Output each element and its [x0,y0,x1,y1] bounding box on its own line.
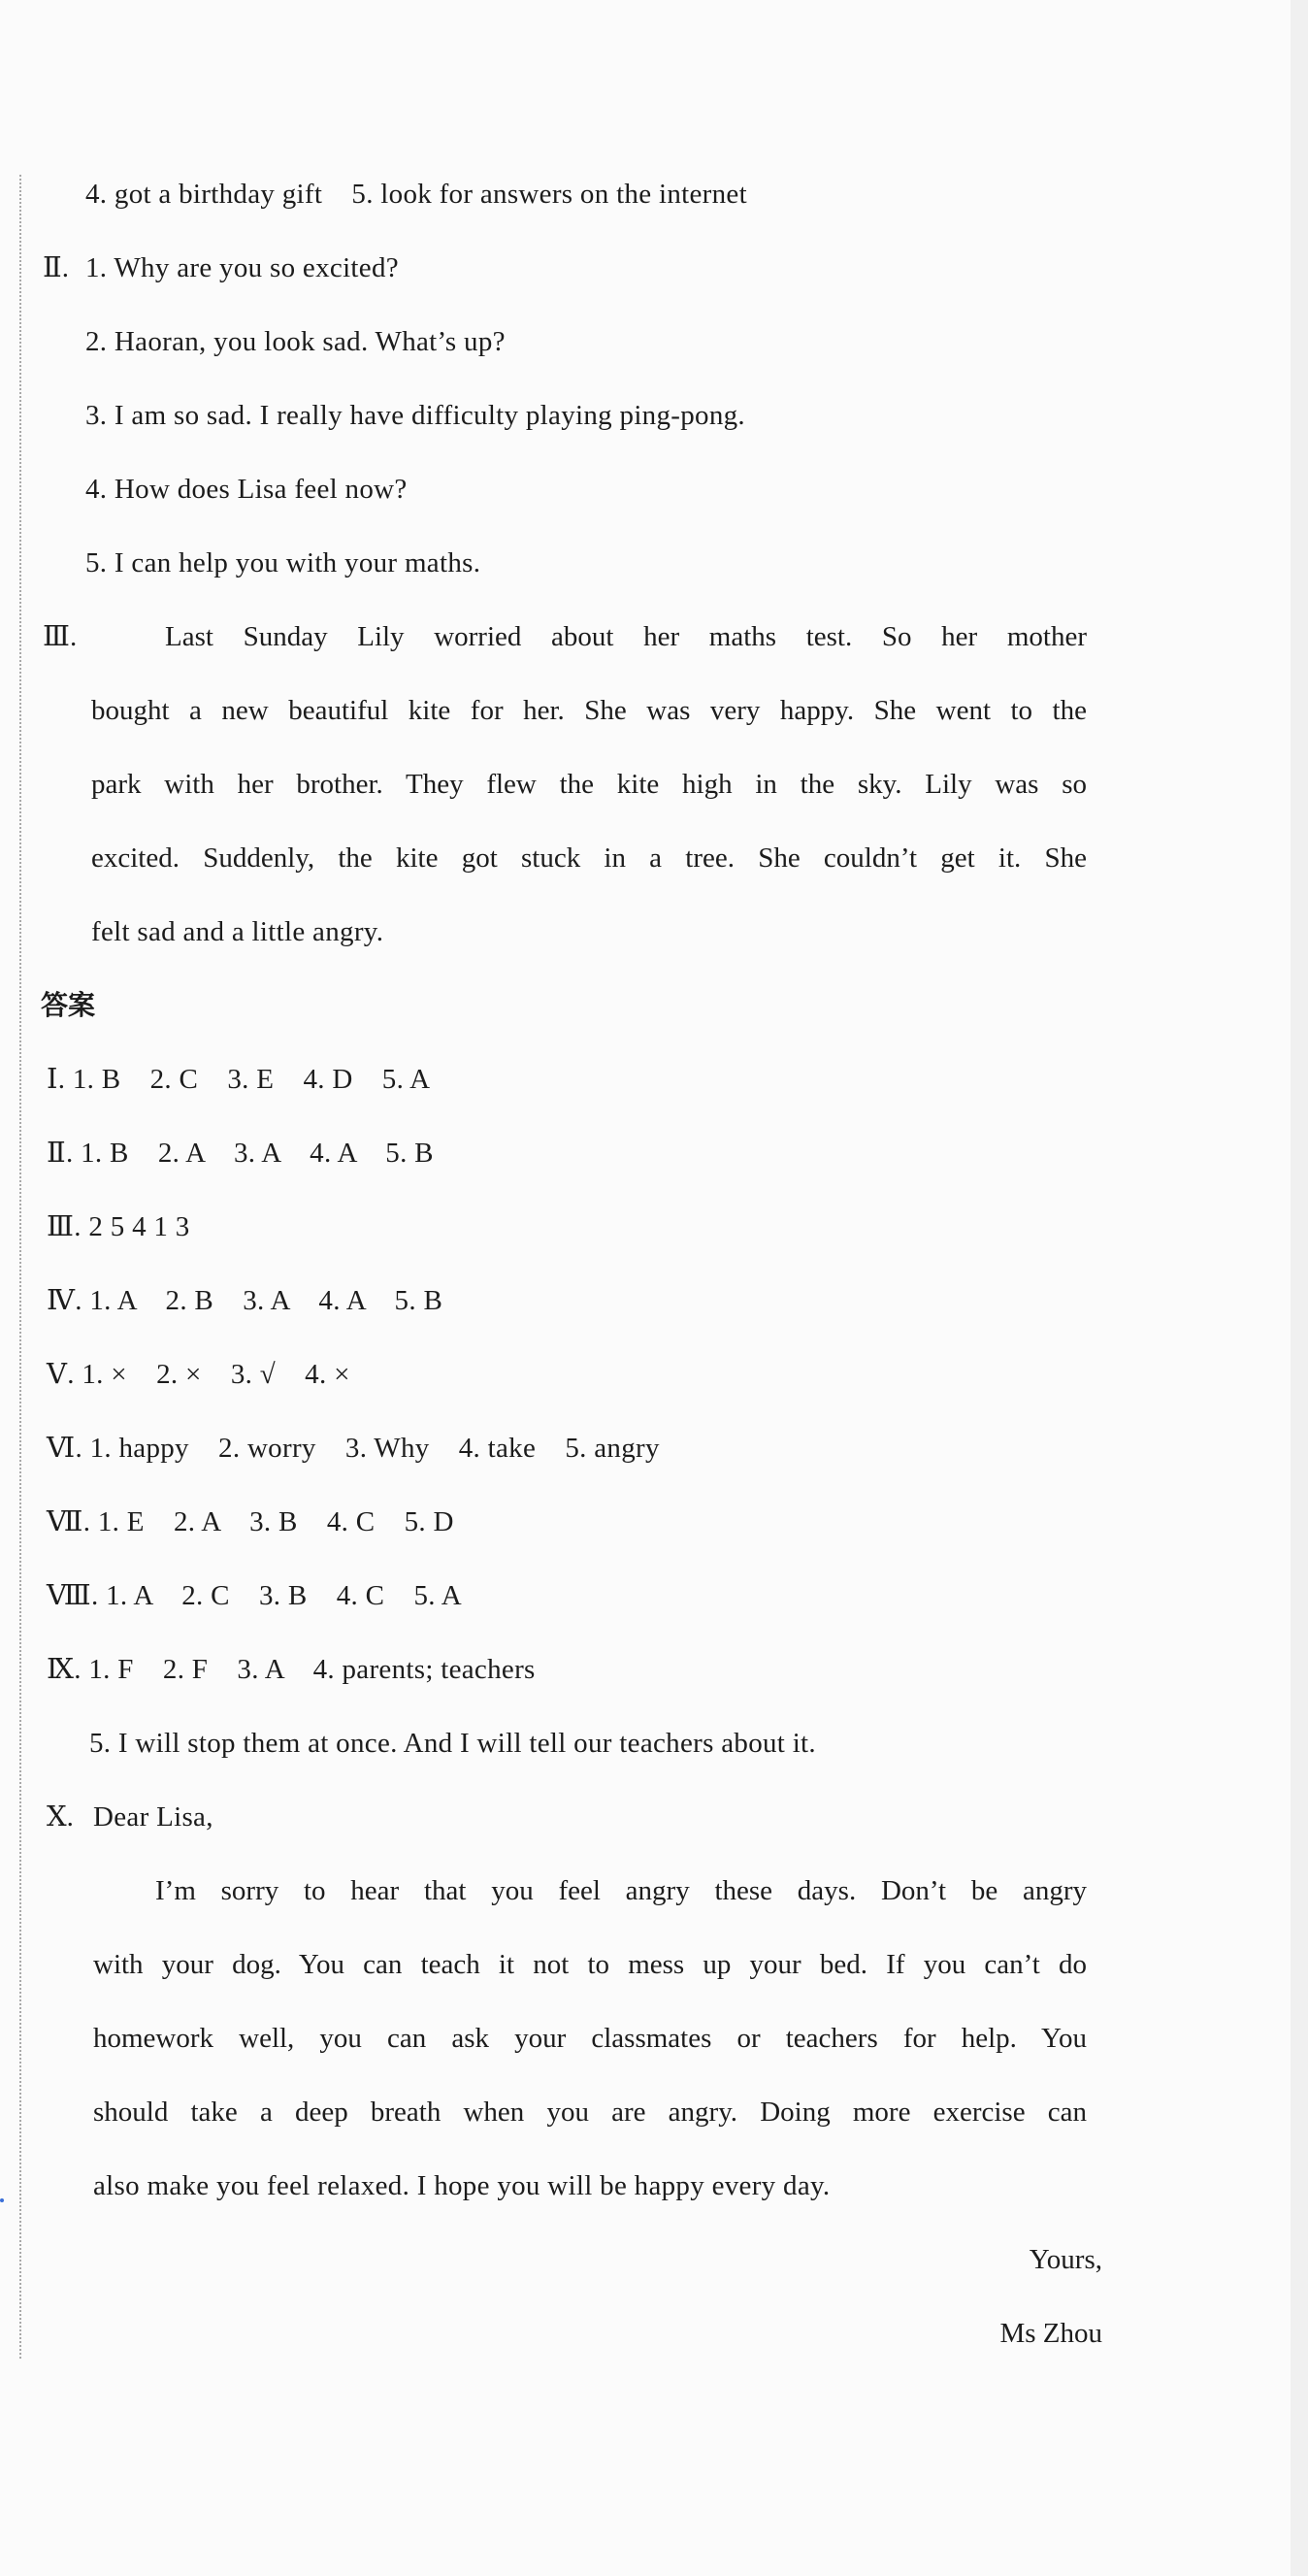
letter-greeting: Dear Lisa, [93,1801,213,1833]
answer-row-ix: Ⅸ. 1. F 2. F 3. A 4. parents; teachers [47,1654,536,1685]
section-x-label: Ⅹ. [47,1801,74,1833]
answer-row-v: Ⅴ. 1. × 2. × 3. √ 4. × [47,1359,350,1390]
letter-line-4: should take a deep breath when you are angry. Doing more exercise can [93,2097,1087,2128]
section-iii-line-4: excited. Suddenly, the kite got stuck in a tree. She couldn’t get it. She [91,842,1087,874]
section-ii-items-4-5: 4. got a birthday gift 5. look for answers on the internet [85,179,747,210]
section-iii-line-5: felt sad and a little angry. [91,916,384,947]
section-iii-line-3: park with her brother. They flew the kite high in the sky. Lily was so [91,769,1087,800]
page-edge-shade [1291,0,1308,2576]
letter-closing: Yours, [1029,2244,1102,2275]
section-ii-line-1: 1. Why are you so excited? [85,252,399,283]
letter-line-1: I’m sorry to hear that you feel angry these days. Don’t be angry [155,1875,1087,1906]
letter-line-3: homework well, you can ask your classmates or teachers for help. You [93,2023,1087,2054]
answer-row-vii: Ⅶ. 1. E 2. A 3. B 4. C 5. D [47,1506,454,1537]
section-ii-line-3: 3. I am so sad. I really have difficulty playing ping-pong. [85,400,745,431]
answer-row-i: Ⅰ. 1. B 2. C 3. E 4. D 5. A [47,1064,431,1095]
binding-dotted-line [19,175,21,2359]
letter-line-2: with your dog. You can teach it not to mess up your bed. If you can’t do [93,1949,1087,1980]
answer-row-vi: Ⅵ. 1. happy 2. worry 3. Why 4. take 5. angry [47,1433,660,1464]
letter-signature: Ms Zhou [999,2318,1102,2349]
answer-row-iv: Ⅳ. 1. A 2. B 3. A 4. A 5. B [47,1285,443,1316]
section-iii-label: Ⅲ. [43,621,78,652]
section-ii-line-5: 5. I can help you with your maths. [85,547,481,578]
answer-row-ii: Ⅱ. 1. B 2. A 3. A 4. A 5. B [47,1138,434,1169]
section-ii-label: Ⅱ. [43,252,69,283]
answer-row-viii: Ⅷ. 1. A 2. C 3. B 4. C 5. A [47,1580,462,1611]
answer-row-iii: Ⅲ. 2 5 4 1 3 [47,1211,190,1242]
answers-heading: 答案 [41,989,96,1021]
section-iii-line-2: bought a new beautiful kite for her. She was very happy. She went to the [91,695,1087,726]
section-ii-line-2: 2. Haoran, you look sad. What’s up? [85,326,506,357]
section-iii-line-1: Last Sunday Lily worried about her maths test. So her mother [165,621,1087,652]
margin-mark [0,2198,4,2202]
answer-row-ix-5: 5. I will stop them at once. And I will tell our teachers about it. [89,1728,816,1759]
letter-line-5: also make you feel relaxed. I hope you will be happy every day. [93,2170,831,2201]
section-ii-line-4: 4. How does Lisa feel now? [85,474,408,505]
